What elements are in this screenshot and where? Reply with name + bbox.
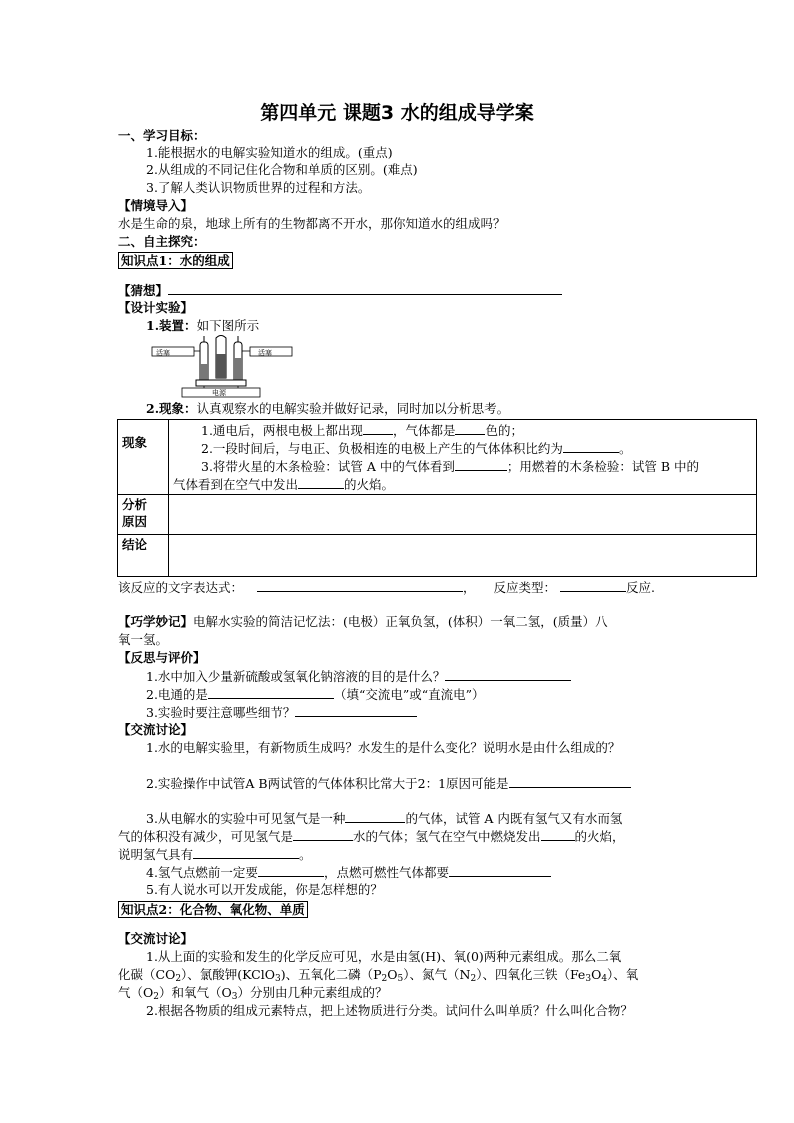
table-cell-phenomenon — [169, 420, 757, 495]
connector-tube — [196, 380, 246, 386]
knowledge-point-2 — [118, 901, 308, 918]
observation-table — [117, 419, 757, 577]
blank-tube-a[interactable] — [455, 457, 507, 471]
table-row-analysis — [118, 495, 757, 535]
left-valve-label: 活塞 — [156, 349, 170, 357]
knowledge-point-2-label: 知识点2：化合物、氧化物、单质 — [118, 901, 308, 918]
table-row-phenomenon — [118, 420, 757, 495]
discuss-q1: 1.水的电解实验里，有新物质生成吗？水发生的是什么变化？说明水是由什么组成的？ — [146, 740, 621, 755]
blank-discuss-q3-b[interactable] — [293, 827, 353, 841]
reflect-q1: 1.水中加入少量新硫酸或氢氧化钠溶液的目的是什么？ — [146, 667, 571, 685]
situation-text: 水是生命的泉，地球上所有的生物都离不开水，那你知道水的组成吗？ — [118, 216, 506, 231]
reflect-heading: 【反思与评价】 — [118, 650, 206, 665]
word-equation-line: 该反应的文字表达式： ， 反应类型： 反应. — [118, 580, 656, 595]
blank-flame[interactable] — [298, 475, 344, 489]
device-text: 如下图所示 — [196, 318, 260, 333]
table-cell-conclusion[interactable] — [169, 535, 757, 577]
discuss2-p2: 化碳$(CO_2)$、氯酸钾(KClO$_3$)、五氧化二磷$(P_2O_5)$、氮气$(N_2)$、四氧化三铁$(Fe_3O_4)$、氧 — [118, 967, 639, 984]
blank-reflect-q1[interactable] — [445, 667, 571, 681]
right-valve-label: 活塞 — [258, 349, 272, 357]
objective-3: 3.了解人类认识物质世界的过程和方法。 — [146, 180, 371, 195]
blank-discuss-q2[interactable] — [509, 774, 631, 788]
device-label: 1.装置： — [146, 318, 197, 333]
blank-discuss-q4-a[interactable] — [258, 863, 324, 877]
phenomenon-item-1: 1.通电后，两根电极上都出现 ，气体都是 色的； — [201, 423, 523, 438]
blank-discuss-q3-c[interactable] — [541, 827, 575, 841]
phenomenon-text: 认真观察水的电解实验并做好记录，同时加以分析思考。 — [196, 401, 510, 416]
reflect-q3: 3.实验时要注意哪些细节？ — [146, 703, 417, 721]
phenomenon-item-3: 3.将带火星的木条检验：试管 A 中的气体看到 ；用燃着的木条检验：试管 B 中的 — [201, 459, 700, 474]
blank-volume-ratio[interactable] — [563, 439, 619, 453]
blank-color[interactable] — [455, 421, 485, 435]
discuss2-p4: 2.根据各物质的组成元素特点，把上述物质进行分类。试问什么叫单质？什么叫化合物？ — [146, 1003, 633, 1018]
memo-line-2: 氧一氢。 — [118, 632, 169, 647]
blank-discuss-q4-b[interactable] — [449, 863, 551, 877]
discuss-q3-line1: 3.从电解水的实验中可见氢气是一种 的气体，试管 A 内既有氢气又有水而氢 — [146, 811, 623, 826]
guess-heading — [118, 281, 562, 299]
memo-line-1: 【巧学妙记】电解水实验的简洁记忆法：(电极）正氧负氢，(体积）一氧二氢，(质量）八 — [118, 614, 608, 629]
electrolysis-apparatus-figure — [150, 334, 294, 398]
reflect-q2: 2.电通的是 （填“交流电”或“直流电”） — [146, 687, 485, 702]
discuss-q3-line3: 说明氢气具有 。 — [118, 847, 312, 862]
discuss-q4: 4.氢气点燃前一定要 ，点燃可燃性气体都要 — [146, 863, 551, 881]
blank-reflect-q2[interactable] — [208, 685, 334, 699]
blank-word-equation[interactable] — [257, 578, 463, 592]
discuss2-p3: 气$(O_2)$和氧气$(O_3)$分别由几种元素组成的？ — [118, 985, 388, 1002]
blank-discuss-q3-d[interactable] — [193, 845, 299, 859]
discuss2-heading: 【交流讨论】 — [118, 931, 194, 946]
situation-heading: 【情境导入】 — [118, 198, 194, 213]
table-header-phenomenon: 现象 — [118, 420, 169, 495]
objective-2: 2.从组成的不同记住化合物和单质的区别。(难点) — [146, 162, 418, 177]
discuss-q2: 2.实验操作中试管A B两试管的气体体积比常大于2：1原因可能是 — [146, 774, 631, 792]
blank-reflect-q3[interactable] — [295, 703, 417, 717]
section-objectives-heading: 一、学习目标： — [118, 128, 206, 143]
objective-1: 1.能根据水的电解实验知道水的组成。(重点) — [146, 145, 393, 160]
phenomenon-line — [146, 400, 509, 417]
discuss-q5: 5.有人说水可以开发成能，你是怎样想的？ — [146, 882, 383, 897]
table-row-conclusion — [118, 535, 757, 577]
knowledge-point-1 — [118, 252, 233, 269]
device-line — [146, 317, 259, 334]
discuss-q3-line2: 气的体积没有减少，可见氢气是 水的气体；氢气在空气中燃烧发出 的火焰， — [118, 829, 625, 844]
guess-blank[interactable] — [168, 281, 562, 295]
discuss2-p1: 1.从上面的实验和发生的化学反应可见，水是由氢(H)、氧(0)两种元素组成。那么二氧 — [146, 949, 622, 964]
discuss-heading: 【交流讨论】 — [118, 722, 194, 737]
page-title: 第四单元 课题3 水的组成导学案 — [260, 102, 534, 124]
phenomenon-item-3-cont: 气体看到在空气中发出 的火焰。 — [173, 477, 395, 492]
section-explore-heading: 二、自主探究： — [118, 234, 206, 249]
design-heading: 【设计实验】 — [118, 300, 194, 315]
center-tube-water — [216, 354, 226, 378]
phenomenon-label: 2.现象： — [146, 401, 197, 416]
guess-label: 【猜想】 — [118, 283, 169, 298]
table-header-analysis: 分析 原因 — [118, 495, 169, 535]
blank-bubbles[interactable] — [363, 421, 393, 435]
knowledge-point-1-label: 知识点1：水的组成 — [118, 252, 233, 269]
blank-reaction-type[interactable] — [560, 578, 626, 592]
table-cell-analysis[interactable] — [169, 495, 757, 535]
table-header-conclusion: 结论 — [118, 535, 169, 577]
blank-discuss-q3-a[interactable] — [345, 809, 405, 823]
power-source-label: 电源 — [212, 389, 226, 397]
phenomenon-item-2: 2.一段时间后，与电正、负极相连的电极上产生的气体体积比约为 。 — [201, 441, 632, 456]
